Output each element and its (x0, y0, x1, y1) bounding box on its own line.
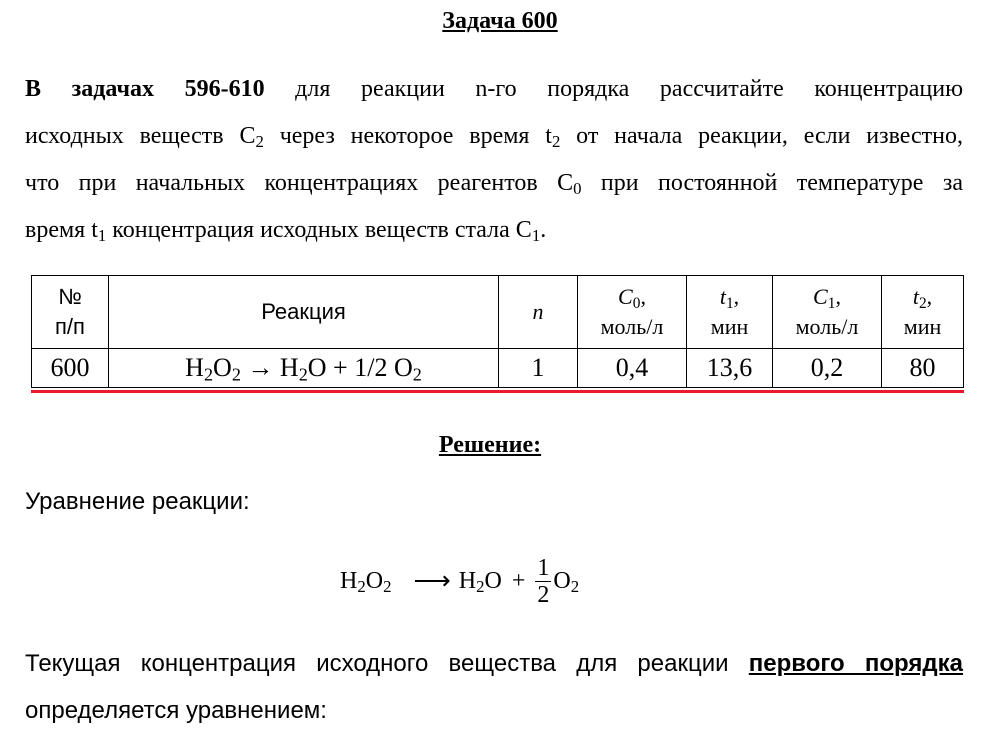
equation-fraction: $\frac{1}{2}$ (537, 554, 550, 608)
equation-reactant: $H_2O_2$ (340, 567, 392, 596)
table-row (32, 349, 964, 388)
header-reaction: Реакция (109, 276, 499, 349)
header-t1: $t_1$, мин (687, 276, 773, 349)
statement-line-3: что при начальных концентрациях реагентов $С_0$ при постоянной температуре за (25, 170, 963, 199)
statement-line-1: В задачах 596-610 для реакции n-го порядка рассчитайте концентрацию (25, 76, 964, 102)
data-table (31, 275, 964, 388)
cell-t1: 13,6 (687, 349, 773, 388)
equation-plus: + (511, 567, 526, 594)
header-t2: $t_2$, мин (882, 276, 964, 349)
solution-heading: Решение: (438, 432, 542, 458)
red-underline (31, 390, 964, 393)
statement-line-4: время $t_1$ концентрация исходных веществ стала $С_1$. (25, 217, 547, 246)
task-title: Задача 600 (442, 8, 558, 34)
problem-statement (25, 66, 963, 254)
reaction-arrow-icon: ⟶ (413, 566, 451, 595)
table-header-row (32, 276, 964, 349)
statement-line-2: исходных веществ $С_2$ через некоторое время $t_2$ от начала реакции, если известно, (25, 123, 963, 152)
solution-text (25, 640, 963, 734)
cell-c1: 0,2 (773, 349, 882, 388)
solution-line-2: определяется уравнением: (25, 697, 327, 724)
equation-label: Уравнение реакции: (25, 488, 250, 515)
cell-reaction: $H_2O_2 \to H_2O + 1/2$ $O_2$ (109, 349, 499, 388)
header-order: n (499, 276, 578, 349)
reaction-equation (340, 548, 579, 614)
equation-product-1: $H_2O$ (458, 567, 502, 596)
header-num: № п/п (32, 276, 109, 349)
cell-num: 600 (32, 349, 109, 388)
header-c1: $C_1$, моль/л (773, 276, 882, 349)
header-c0: $C_0$, моль/л (578, 276, 687, 349)
cell-order: 1 (499, 349, 578, 388)
cell-t2: 80 (882, 349, 964, 388)
solution-line-1: Текущая концентрация исходного вещества для реакции первого порядка (25, 650, 963, 677)
equation-product-2: $O_2$ (553, 567, 580, 596)
cell-c0: 0,4 (578, 349, 687, 388)
